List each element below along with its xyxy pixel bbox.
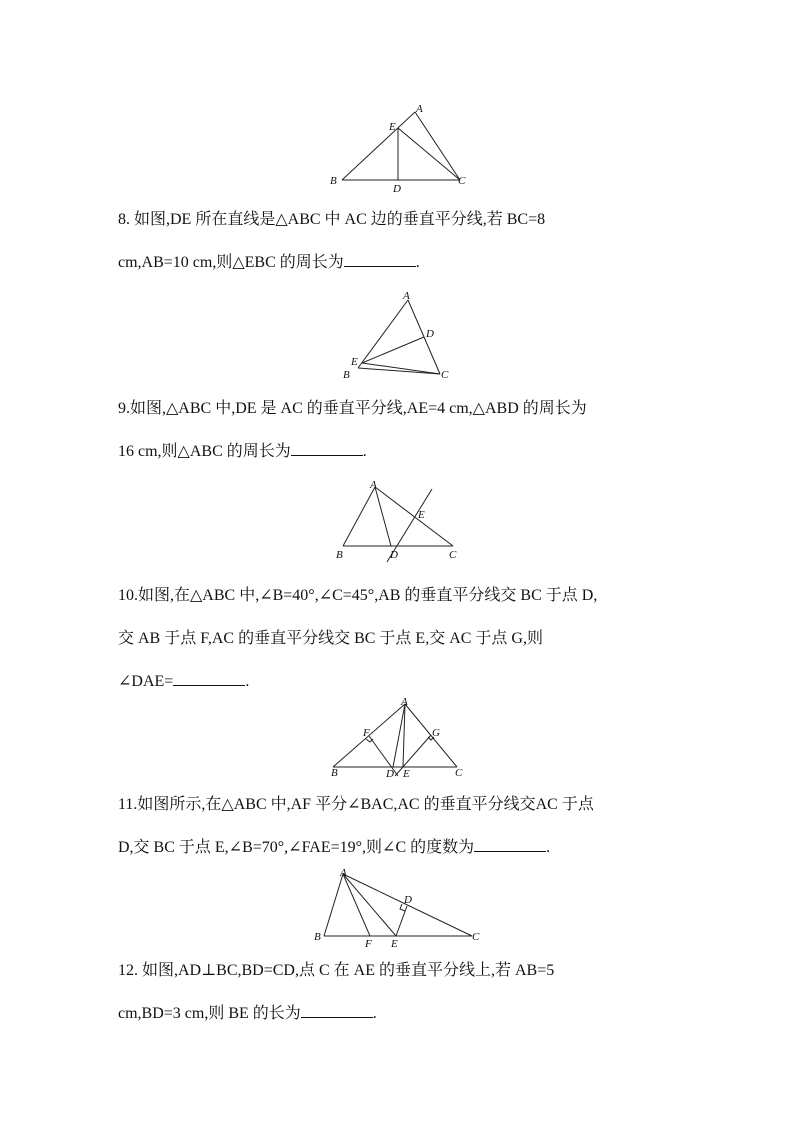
fig5-seg-af [343,874,370,936]
answer-blank-9[interactable] [291,441,363,456]
fig3-label-b: B [336,549,343,561]
figure-3-svg [335,478,470,568]
figure-1 [330,100,470,195]
question-12-end: . [372,1005,377,1022]
fig4-label-a: A [401,696,408,708]
fig2-label-d: D [426,328,434,340]
fig1-label-d: D [393,183,401,195]
fig5-label-e: E [391,938,398,950]
answer-blank-10[interactable] [173,671,245,686]
fig4-label-b: B [331,767,338,779]
fig3-label-e: E [418,509,425,521]
fig3-label-c: C [449,549,457,561]
question-10-line-3-text: ∠DAE= [118,673,174,690]
fig3-seg-ab [343,487,375,546]
fig5-seg-de [396,906,407,936]
fig2-label-a: A [403,290,410,302]
fig4-label-e: E [403,768,410,780]
fig2-seg-ab [358,300,408,368]
fig5-label-d: D [404,894,412,906]
fig3-seg-ad [375,487,391,546]
fig5-seg-ab [324,874,343,936]
fig1-label-b: B [330,175,337,187]
fig1-label-c: C [458,175,466,187]
question-10 [118,574,678,703]
answer-blank-8[interactable] [344,252,416,267]
question-9-line-2-text: 16 cm,则△ABC 的周长为 [118,443,291,460]
fig4-right-angle-f [366,739,373,742]
fig1-label-a: A [416,103,423,115]
fig2-label-b: B [343,369,350,381]
fig3-seg-ac [375,487,453,546]
question-8-line-2-text: cm,AB=10 cm,则△EBC 的周长为 [118,254,344,271]
question-8-line-2 [118,241,678,284]
question-8-end: . [415,254,420,271]
fig5-label-a: A [340,867,347,879]
question-11-line-2 [118,826,678,869]
fig5-label-f: F [365,938,372,950]
question-11-line-2-text: D,交 BC 于点 E,∠B=70°,∠FAE=19°,则∠C 的度数为 [118,839,475,856]
fig4-label-f: F [363,727,370,739]
fig1-label-e: E [389,121,396,133]
question-12-line-2-text: cm,BD=3 cm,则 BE 的长为 [118,1005,301,1022]
question-8-line-1: 8. 如图,DE 所在直线是△ABC 中 AC 边的垂直平分线,若 BC=8 [118,211,546,228]
figure-2-svg [340,288,460,383]
question-11 [118,783,678,869]
fig1-seg-ac [415,112,460,180]
question-9-line-2 [118,430,678,473]
fig1-seg-ba [342,112,415,180]
fig5-label-c: C [472,931,480,943]
fig2-seg-ec [362,363,440,374]
question-9 [118,387,678,473]
fig2-label-c: C [441,369,449,381]
question-9-line-1: 9.如图,△ABC 中,DE 是 AC 的垂直平分线,AE=4 cm,△ABD 的周长为 [118,400,587,417]
fig4-label-d: D [386,768,394,780]
fig5-label-b: B [314,931,321,943]
fig3-label-a: A [370,479,377,491]
question-10-line-1: 10.如图,在△ABC 中,∠B=40°,∠C=45°,AB 的垂直平分线交 BC 于点 D, [118,587,598,604]
question-10-end: . [245,673,250,690]
fig4-label-c: C [455,767,463,779]
question-10-line-2: 交 AB 于点 F,AC 的垂直平分线交 BC 于点 E,交 AC 于点 G,则 [118,630,543,647]
figure-1-svg [330,100,470,195]
answer-blank-12[interactable] [301,1003,373,1018]
fig2-seg-bc [358,368,440,374]
question-12-line-2 [118,992,678,1035]
answer-blank-11[interactable] [474,837,546,852]
figure-4-svg [325,695,475,785]
figure-3 [335,478,470,568]
fig5-seg-ae [343,874,396,936]
question-11-line-1: 11.如图所示,在△ABC 中,AF 平分∠BAC,AC 的垂直平分线交AC 于点 [118,796,594,813]
fig1-seg-ec [398,128,460,180]
fig3-label-d: D [390,549,398,561]
figure-4 [325,695,475,785]
question-8 [118,198,678,284]
question-12-line-1: 12. 如图,AD⊥BC,BD=CD,点 C 在 AE 的垂直平分线上,若 AB=5 [118,962,555,979]
question-9-end: . [362,443,367,460]
fig2-label-e: E [351,356,358,368]
figure-5-svg [310,866,490,951]
figure-5 [310,866,490,951]
fig4-label-g: G [432,727,440,739]
figure-2 [340,288,460,383]
question-12 [118,949,678,1035]
question-11-end: . [546,839,551,856]
fig4-seg-ge [395,735,431,776]
